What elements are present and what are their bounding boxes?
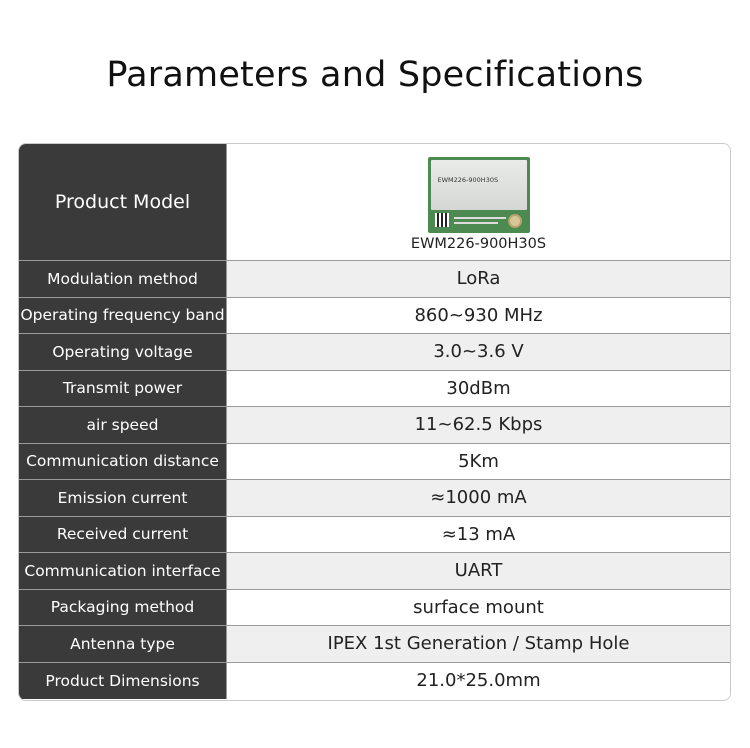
spec-row <box>19 444 730 481</box>
spec-label: air speed <box>19 407 227 443</box>
spec-row <box>19 663 730 700</box>
spec-value: 30dBm <box>227 371 730 407</box>
spec-value: ≈13 mA <box>227 517 730 553</box>
spec-row <box>19 407 730 444</box>
module-image <box>428 157 530 233</box>
spec-value: 3.0~3.6 V <box>227 334 730 370</box>
spec-value: 21.0*25.0mm <box>227 663 730 700</box>
spec-row <box>19 517 730 554</box>
spec-value: 860~930 MHz <box>227 298 730 334</box>
product-model-row <box>19 144 730 261</box>
spec-label: Operating voltage <box>19 334 227 370</box>
spec-label: Packaging method <box>19 590 227 626</box>
module-shield <box>431 160 527 210</box>
spec-label: Modulation method <box>19 261 227 297</box>
spec-label: Communication interface <box>19 553 227 589</box>
spec-value: IPEX 1st Generation / Stamp Hole <box>227 626 730 662</box>
product-model-name: EWM226-900H30S <box>410 235 547 252</box>
spec-label: Operating frequency band <box>19 298 227 334</box>
spec-row <box>19 553 730 590</box>
spec-label: Received current <box>19 517 227 553</box>
spec-label: Product Dimensions <box>19 663 227 700</box>
spec-label: Antenna type <box>19 626 227 662</box>
product-model-label: Product Model <box>19 144 227 260</box>
spec-value: 5Km <box>227 444 730 480</box>
spec-label: Emission current <box>19 480 227 516</box>
spec-label: Communication distance <box>19 444 227 480</box>
spec-row <box>19 626 730 663</box>
spec-value: 11~62.5 Kbps <box>227 407 730 443</box>
spec-row <box>19 590 730 627</box>
module-label-line <box>454 222 498 224</box>
spec-row <box>19 480 730 517</box>
module-label-line <box>454 217 506 219</box>
spec-value: ≈1000 mA <box>227 480 730 516</box>
antenna-connector-icon <box>508 214 522 228</box>
spec-label: Transmit power <box>19 371 227 407</box>
spec-table <box>18 143 731 701</box>
qr-code-icon <box>435 213 449 227</box>
spec-value: UART <box>227 553 730 589</box>
spec-value: LoRa <box>227 261 730 297</box>
product-model-cell <box>227 144 730 260</box>
module-print-text: EWM226-900H30S <box>437 175 499 184</box>
page-title: Parameters and Specifications <box>106 55 644 95</box>
spec-row <box>19 334 730 371</box>
spec-value: surface mount <box>227 590 730 626</box>
spec-row <box>19 371 730 408</box>
spec-row <box>19 298 730 335</box>
spec-row <box>19 261 730 298</box>
